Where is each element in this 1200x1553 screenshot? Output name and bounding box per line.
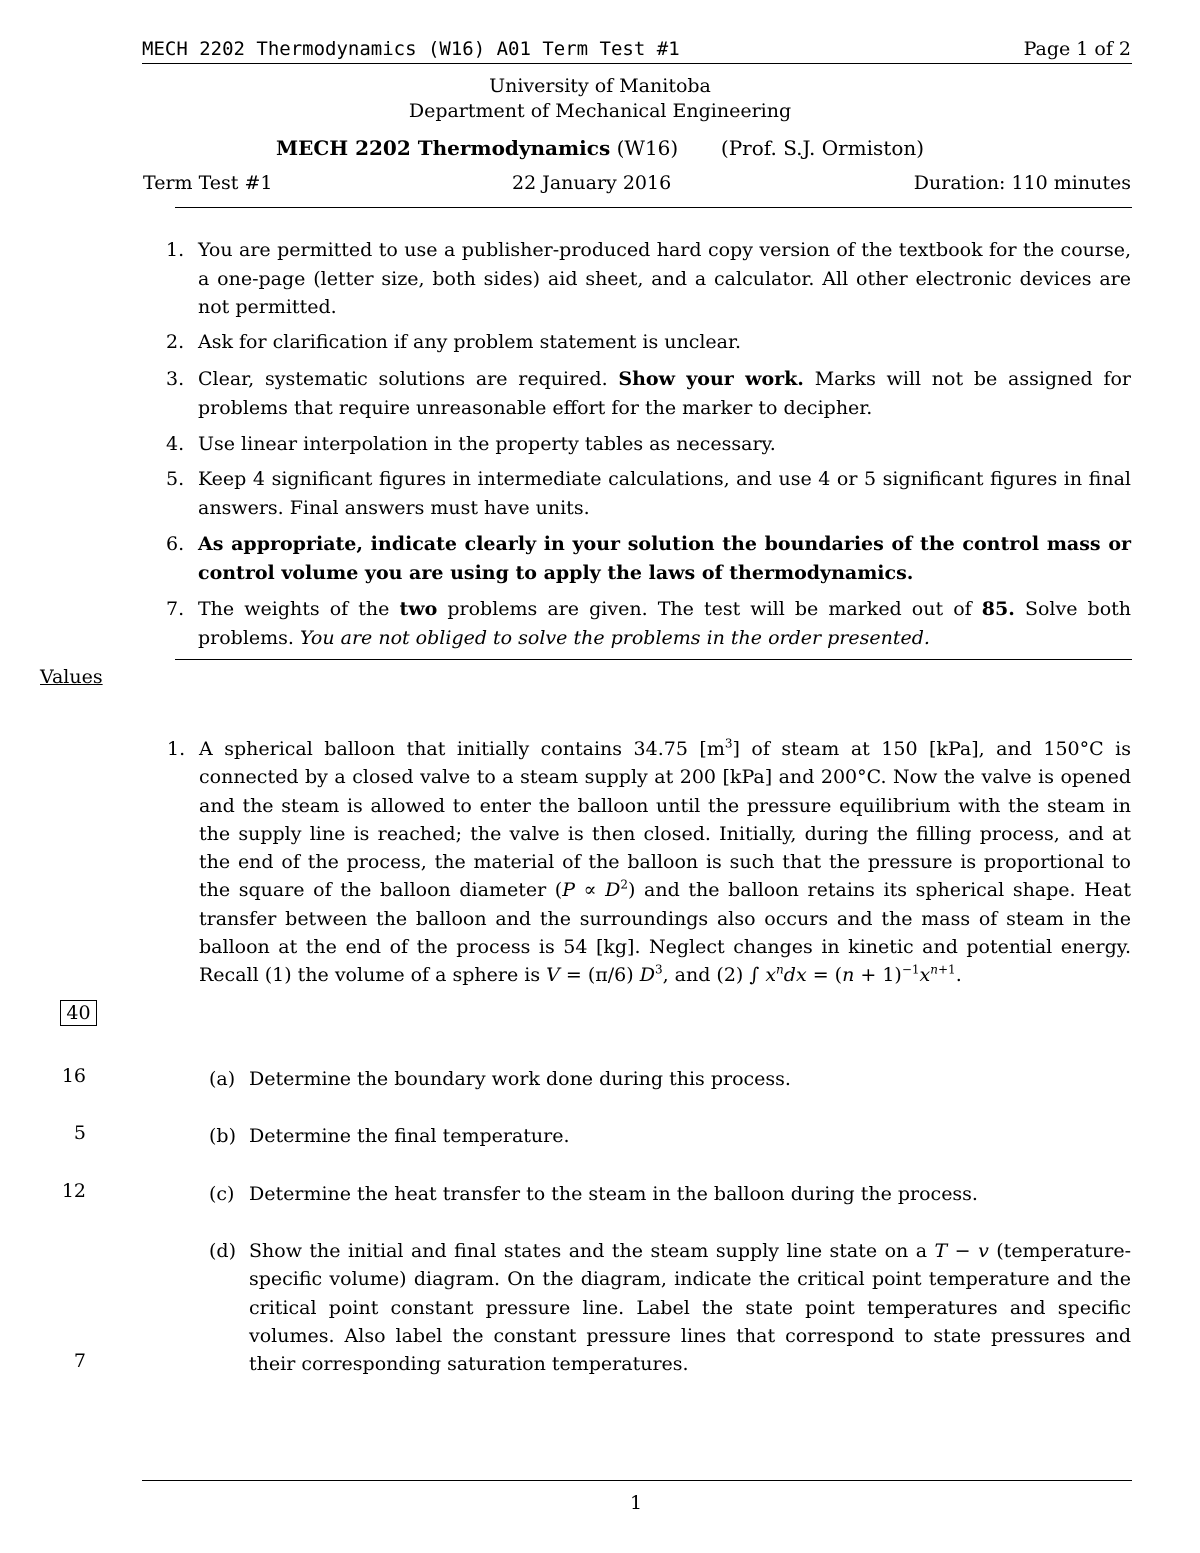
university-name: University of Manitoba xyxy=(489,75,711,97)
instruction-1: 1. You are permitted to use a publisher-produced hard copy version of the textbook for the course, a one-page (letter size, both sides) aid sheet, and a calculator. All other electronic devices are not permitted. xyxy=(166,239,1131,318)
page-number: 1 xyxy=(629,1492,643,1514)
part-a: (a) Determine the boundary work done during this process. xyxy=(209,1068,791,1090)
professor: (Prof. S.J. Ormiston) xyxy=(720,136,925,160)
course-term: (W16) xyxy=(616,136,679,160)
instructions-rule xyxy=(175,659,1132,660)
instruction-5: 5. Keep 4 significant figures in intermediate calculations, and use 4 or 5 significant figures in final answers. Final answers must have units. xyxy=(166,468,1131,519)
part-b: (b) Determine the final temperature. xyxy=(209,1125,570,1147)
header-rule xyxy=(142,63,1132,64)
instruction-7: 7. The weights of the two problems are given. The test will be marked out of 85. Solve both problems. You are not obliged to solve the problems in the order presented. xyxy=(166,598,1132,649)
test-duration: Duration: 110 minutes xyxy=(913,172,1131,194)
part-d: (d) Show the initial and final states and the steam supply line state on a T − v (temperature-specific volume) diagram. On the diagram, indicate the critical point temperature and the critical point constant pressure line. Label the state point temperatures and specific volumes. Also label the constant pressure lines that correspond to state pressures and their corresponding saturation temperatures. xyxy=(209,1240,1132,1376)
part-a-marks: 16 xyxy=(61,1065,86,1087)
course-title xyxy=(0,136,1200,160)
department-name: Department of Mechanical Engineering xyxy=(408,100,792,122)
instruction-6: 6. As appropriate, indicate clearly in your solution the boundaries of the control mass or control volume you are using to apply the laws of thermodynamics. xyxy=(166,533,1131,584)
part-c: (c) Determine the heat transfer to the steam in the balloon during the process. xyxy=(209,1183,978,1205)
instruction-4: 4. Use linear interpolation in the property tables as necessary. xyxy=(166,433,776,455)
part-c-marks: 12 xyxy=(61,1180,86,1202)
problem-1-statement: 1. A spherical balloon that initially contains 34.75 $[m^3]$ of steam at 150 [kPa], and 150°C is connected by a closed valve to a steam supply at 200 [kPa] and 200°C. Now the valve is opened and the steam is allowed to enter the balloon until the pressure equilibrium with the steam in the supply line is reached; the valve is then closed. Initially, during the filling process, and at the end of the process, the material of the balloon is such that the pressure is proportional to the square of the balloon diameter $(P \propto D^2)$ and the balloon retains its spherical shape. Heat transfer between the balloon and the surroundings also occurs and the mass of steam in the balloon at the end of the process is 54 [kg]. Neglect changes in kinetic and potential energy. Recall (1) the volume of a sphere is V = (π/6) $D^3$, and (2) ∫ $x^ndx = (n + 1)^{-1}x^{n+1}$. xyxy=(167,736,1131,987)
instruction-3: 3. Clear, systematic solutions are required. Show your work. Marks will not be assigned for problems that require unreasonable effort for the marker to decipher. xyxy=(166,368,1131,419)
problem-1-total-marks: 40 xyxy=(60,1000,97,1026)
part-b-marks: 5 xyxy=(73,1122,86,1144)
footer-rule xyxy=(142,1480,1132,1481)
running-header-title: MECH 2202 Thermodynamics (W16) A01 Term Test #1 xyxy=(142,38,680,60)
values-label: Values xyxy=(40,666,103,688)
part-d-marks: 7 xyxy=(73,1350,86,1372)
test-date: 22 January 2016 xyxy=(512,172,672,194)
course-code: MECH 2202 Thermodynamics xyxy=(275,136,611,160)
running-header-page: Page 1 of 2 xyxy=(1023,38,1131,60)
instruction-2: 2. Ask for clarification if any problem statement is unclear. xyxy=(166,331,742,353)
title-rule xyxy=(175,207,1132,208)
test-name: Term Test #1 xyxy=(143,172,273,194)
